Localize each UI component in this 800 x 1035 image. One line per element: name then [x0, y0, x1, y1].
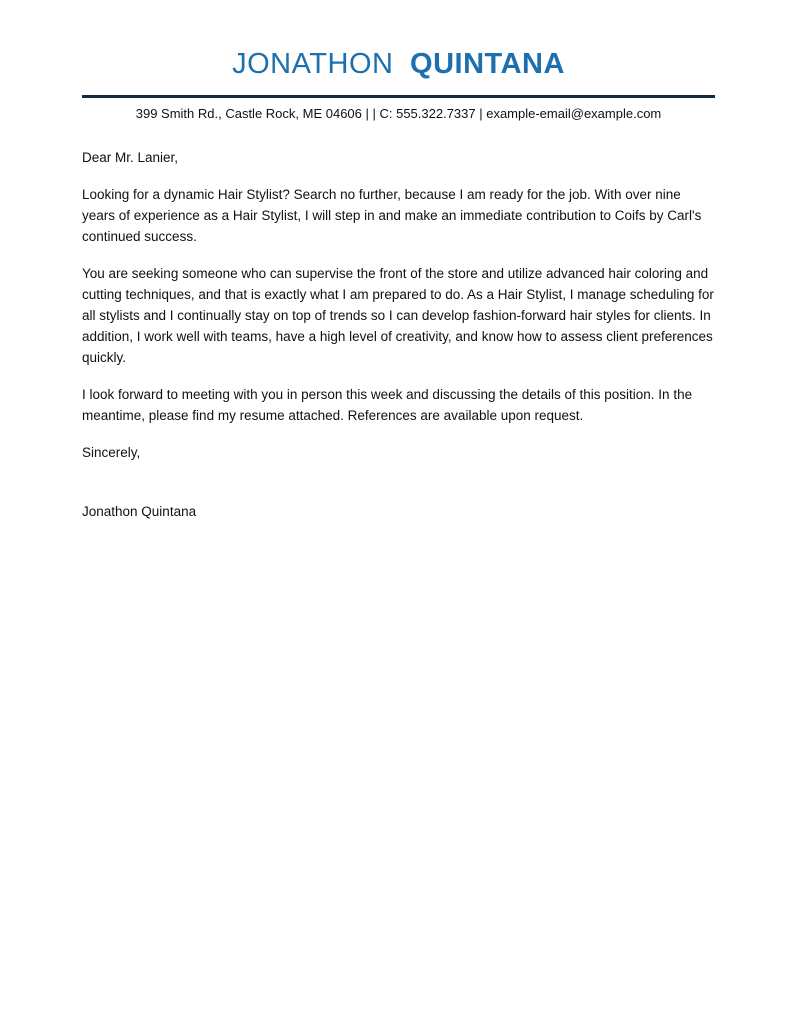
signature-name: Jonathon Quintana: [82, 504, 197, 519]
candidate-first-name: JONATHON: [232, 48, 394, 80]
paragraph-intro: Looking for a dynamic Hair Stylist? Search no further, because I am ready for the job. With over nine years of experience as a Hair Stylist, I will step in and make an immediate contribution to Coifs by Carl's continued success.: [82, 187, 702, 244]
letter-body: [82, 147, 715, 522]
page-title: [82, 48, 715, 81]
closing: Sincerely,: [82, 445, 141, 460]
header-divider: [82, 95, 715, 98]
paragraph-followup: I look forward to meeting with you in person this week and discussing the details of this position. In the meantime, please find my resume attached. References are available upon request.: [82, 387, 693, 423]
paragraph-qualifications: You are seeking someone who can supervise the front of the store and utilize advanced hair coloring and cutting techniques, and that is exactly what I am prepared to do. As a Hair Stylist, I manage scheduling for all stylists and I continually stay on top of trends so I can develop fashion-forward hair styles for clients. In addition, I work well with teams, have a high level of creativity, and know how to assess client preferences quickly.: [82, 266, 714, 365]
salutation: Dear Mr. Lanier,: [82, 150, 179, 165]
contact-info: 399 Smith Rd., Castle Rock, ME 04606 | | C: 555.322.7337 | example-email@example.com: [135, 106, 662, 121]
candidate-last-name: QUINTANA: [410, 48, 565, 80]
